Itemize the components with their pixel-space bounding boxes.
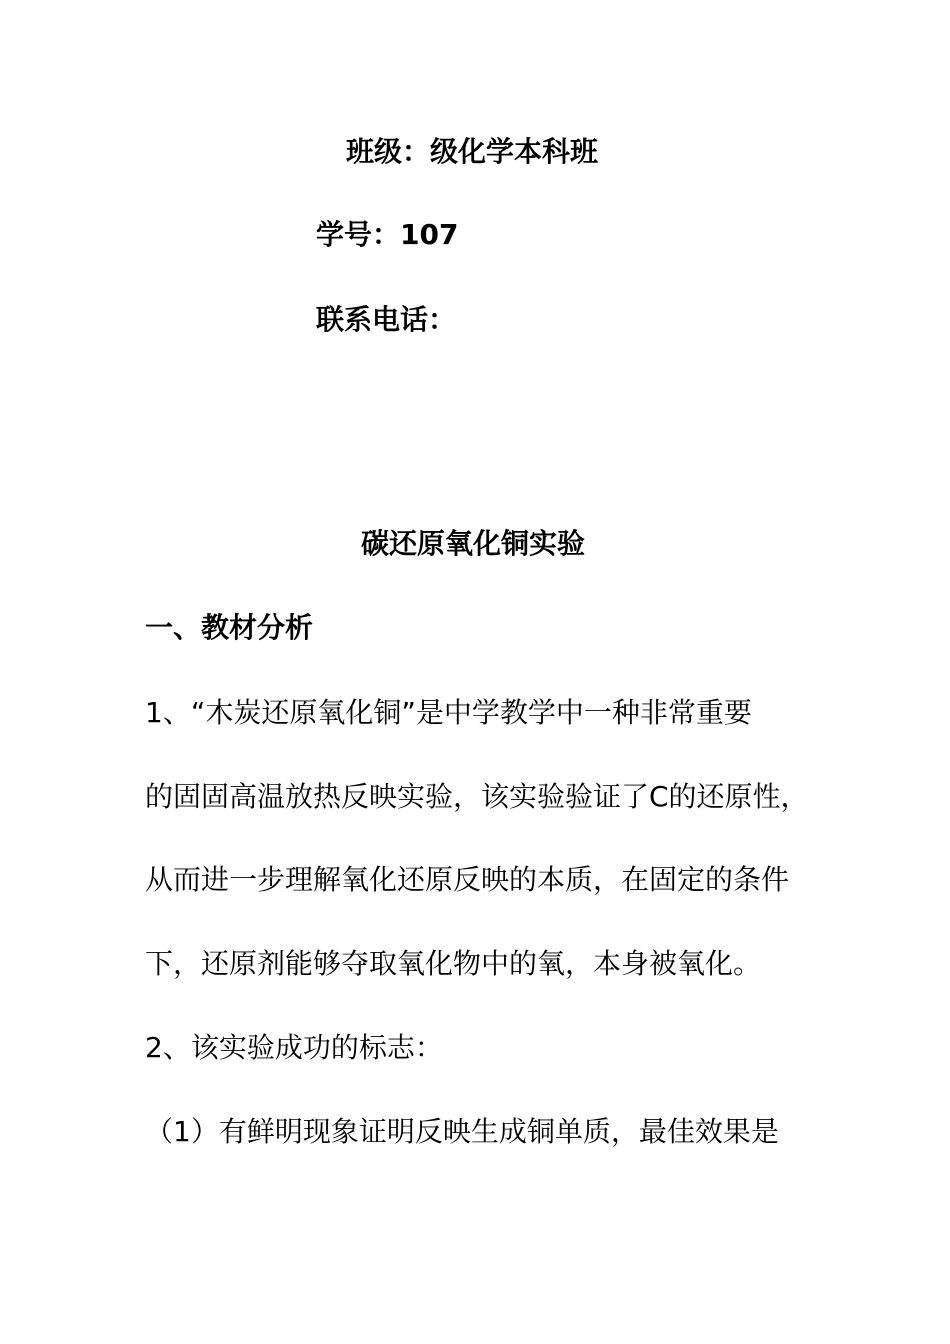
paragraph-line: 从而进一步理解氧化还原反映的本质，在固定的条件 — [145, 863, 790, 896]
paragraph-line: （1）有鲜明现象证明反映生成铜单质，最佳效果是 — [145, 1115, 779, 1148]
student-id-label: 学号：107 — [316, 218, 459, 251]
paragraph-line: 的固固高温放热反映实验，该实验验证了C的还原性， — [145, 780, 809, 813]
paragraph-line: 1、“木炭还原氧化铜”是中学教学中一种非常重要 — [145, 696, 752, 729]
document-title: 碳还原氧化铜实验 — [361, 527, 586, 560]
section-heading: 一、教材分析 — [145, 611, 314, 644]
class-label: 班级：级化学本科班 — [346, 135, 599, 168]
paragraph-line: 2、该实验成功的标志： — [145, 1031, 443, 1064]
paragraph-line: 下，还原剂能够夺取氧化物中的氧，本身被氧化。 — [145, 947, 762, 980]
phone-label: 联系电话： — [316, 303, 457, 336]
